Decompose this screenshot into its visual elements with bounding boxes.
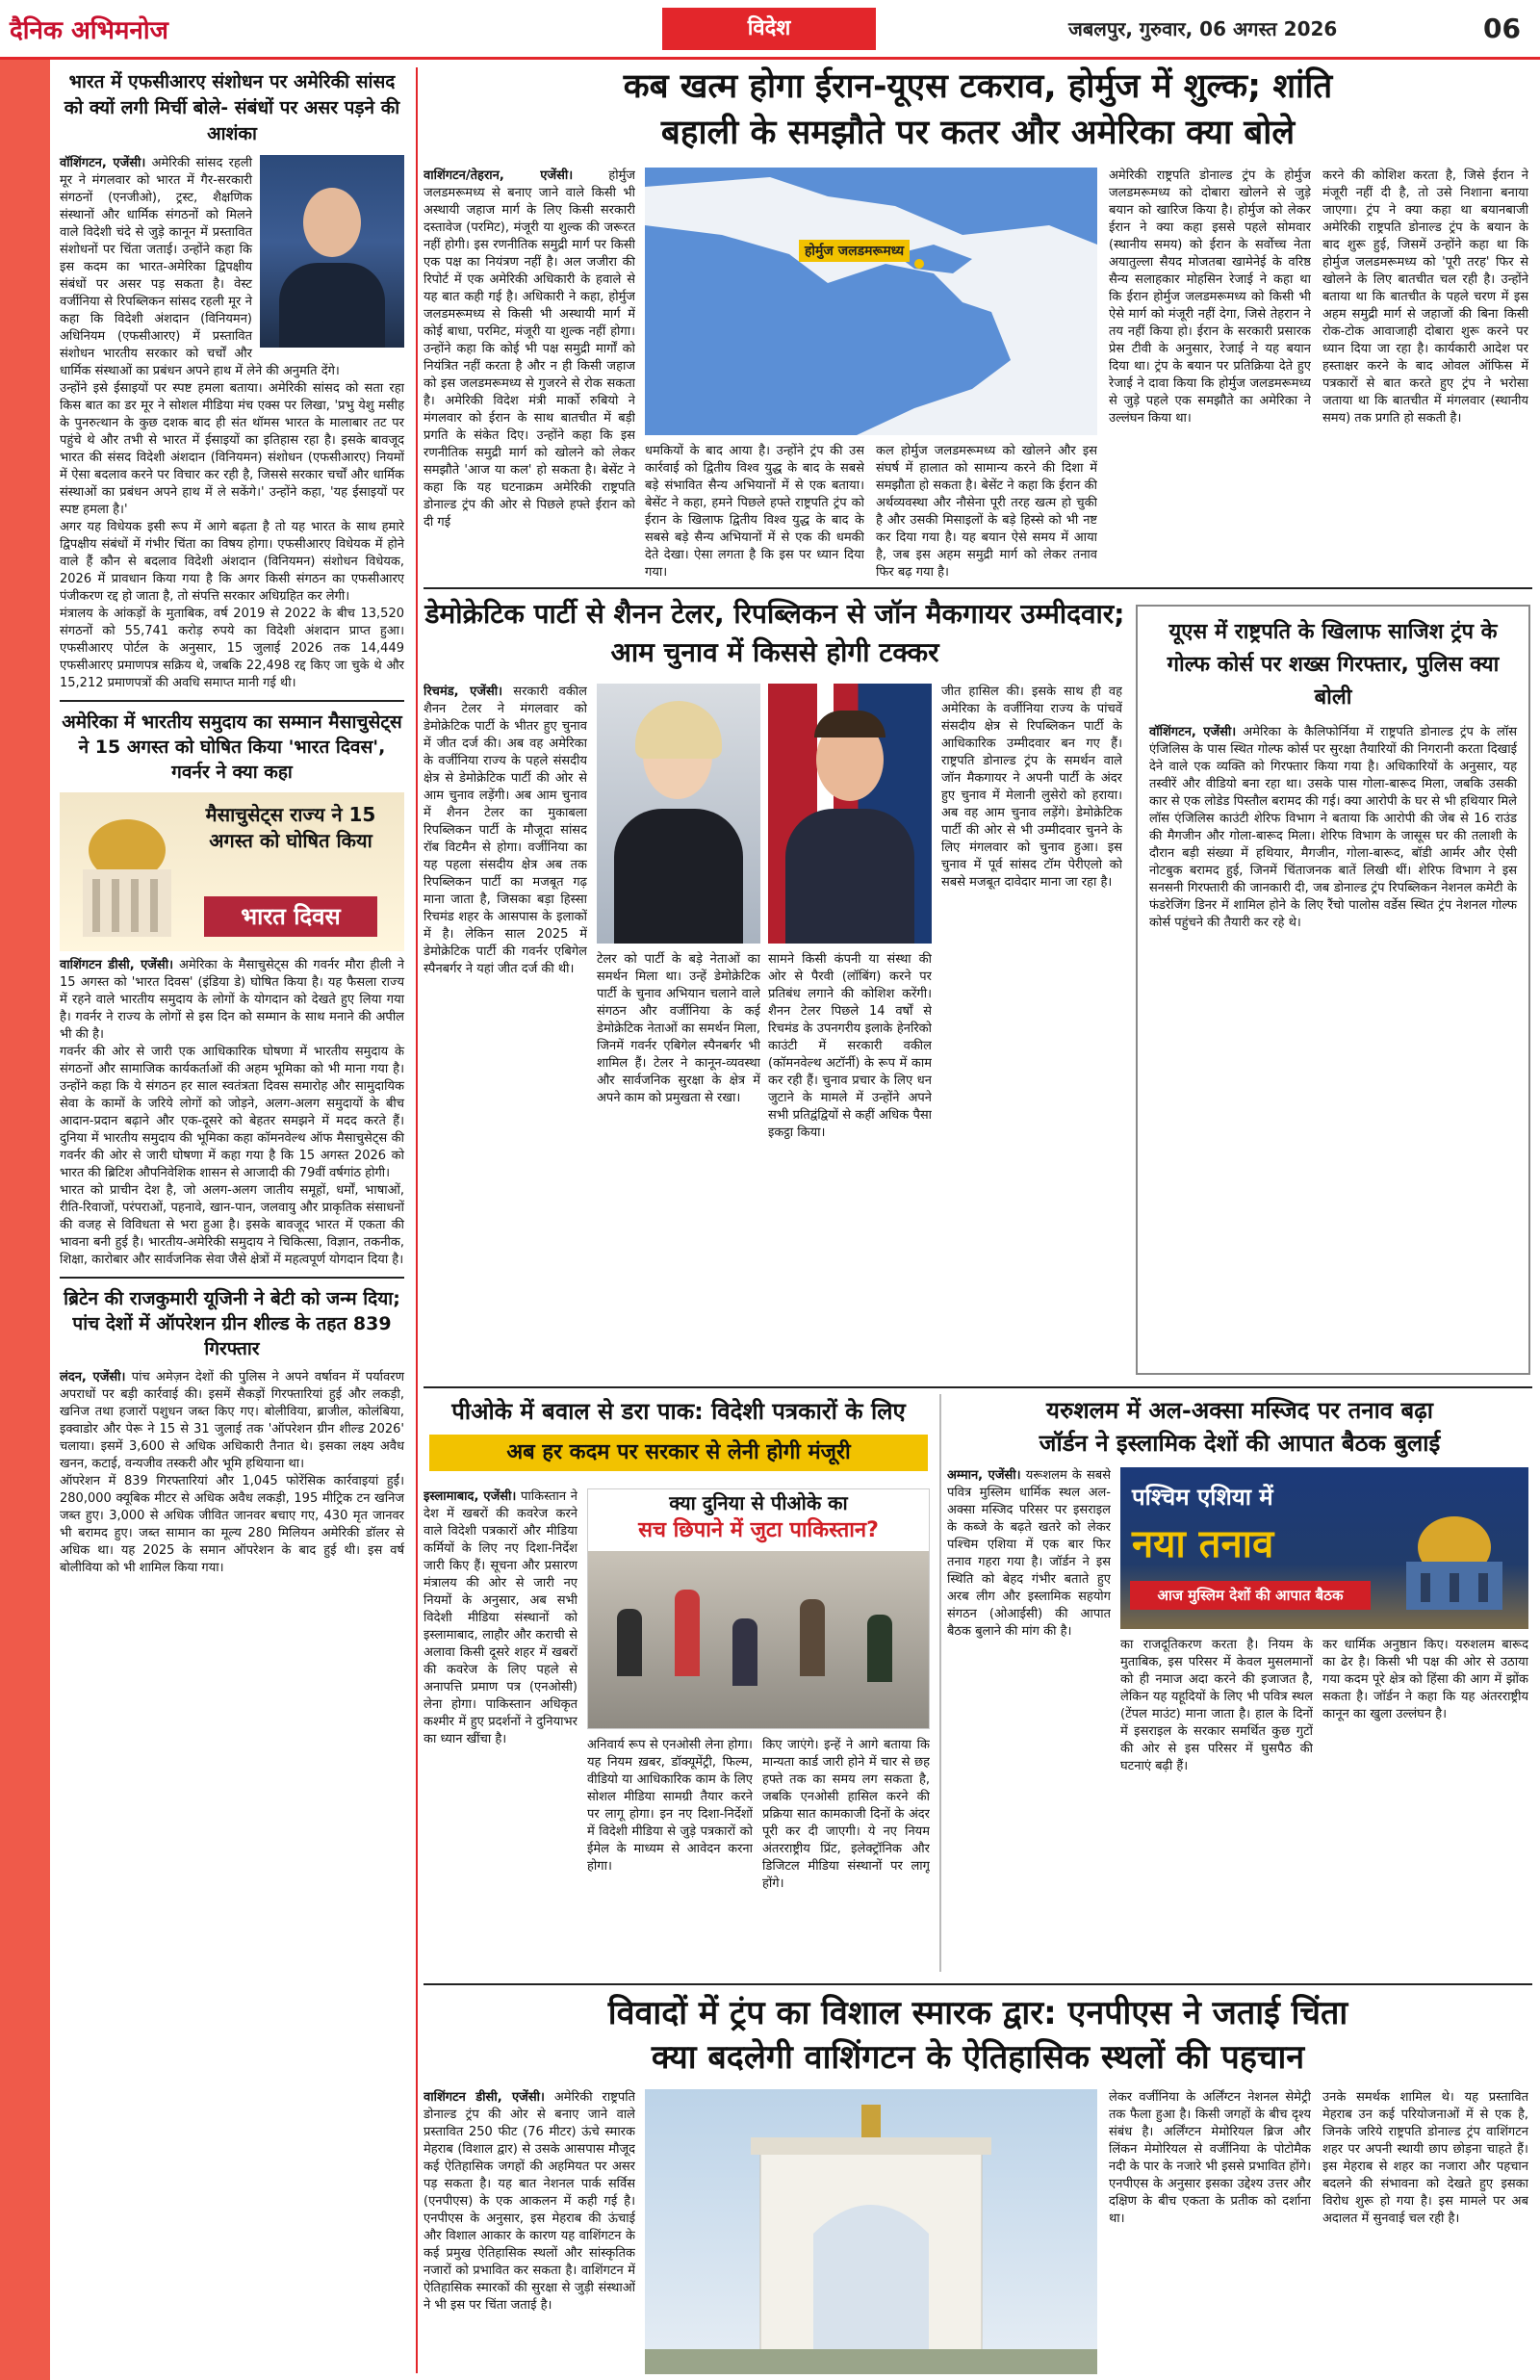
bharat-diwas-para-2: गवर्नर की ओर से जारी एक आधिकारिक घोषणा में भारतीय समुदाय के संगठनों और सामाजिक कार्यकर्ताओं की अहम भूमिका को भी माना गया है। उन्होंने कहा कि ये संगठन हर साल स्वतंत्रता दिवस समारोह और सामुदायिक सेवा के कामों के जरिये लोगों को जोड़ने, अलग-अलग समुदायों के बीच आदान-प्रदान बढ़ाने और एक-दूसरे को बेहतर समझने में मदद करते हैं। दुनिया में भारतीय समुदाय की भूमिका कहा कॉमनवेल्थ ऑफ मैसाचुसेट्स की गवर्नर की ओर से जारी घोषणा में कहा गया है कि 15 अगस्त 2026 को भारत की ब्रिटिश औपनिवेशिक शासन से आजादी की 79वीं वर्षगांठ होगी।	[60, 1045, 404, 1180]
fcra-headline: भारत में एफसीआरए संशोधन पर अमेरिकी सांसद को क्यों लगी मिर्ची बोले- संबंधों पर असर पड़ने की आशंका	[64, 71, 400, 144]
iran-col-3: कल होर्मुज जलडमरूमध्य को खोलने और इस संघर्ष में हालात को सामान्य करने की दिशा में समझौता हो सकता है। बेसेंट ने कहा कि ईरान की अर्थव्यवस्था और नौसेना पूरी तरह खत्म हो चुकी है और उसकी मिसाइलों के बड़े हिस्से को भी नष्ट कर दिया गया है। यह बयान ऐसे समय में आया है, जब इस अहम समुद्री मार्ग को लेकर तनाव फिर बढ़ गया है।	[876, 444, 1097, 580]
hormuz-map-label: होर्मुज जलडमरूमध्य	[799, 240, 910, 262]
fcra-para-4: मंत्रालय के आंकड़ों के मुताबिक, वर्ष 2019 से 2022 के बीच 13,520 संगठनों को 55,741 करोड़ रुपये का विदेशी अंशदान प्राप्त हुआ। एफसीआरए पोर्टल के अनुसार, 15 जुलाई 2026 तक 14,449 एफसीआरए प्रमाणपत्र सक्रिय थे, जबकि 22,498 रद्द किए जा चुके थे और 15,212 प्रमाणपत्रों की अवधि समाप्त मानी गई थी।	[60, 607, 404, 690]
bharat-diwas-dateline: वाशिंगटन डीसी, एजेंसी।	[60, 958, 174, 972]
statehouse-image	[60, 792, 404, 951]
iran-col-2: धमकियों के बाद आया है। उन्होंने ट्रंप की उस कार्रवाई को द्वितीय विश्व युद्ध के बाद के सबसे बड़े संभावित सैन्य अभियानों में से एक बताया। बेसेंट ने कहा, हमने पिछले हफ्ते राष्ट्रपति ट्रंप को ईरान के खिलाफ द्वितीय विश्व युद्ध के बाद के सबसे बड़े सैन्य अभियानों में से एक की धमकी देते देखा। ऐसा लगता है कि इस पर ध्यान दिया गया।	[645, 444, 864, 580]
jerusalem-headline-line-2: जॉर्डन ने इस्लामिक देशों की आपात बैठक बुलाई	[1039, 1430, 1441, 1457]
virginia-story	[424, 595, 1126, 1383]
bharat-diwas-headline: अमेरिका में भारतीय समुदाय का सम्मान मैसाचुसेट्स ने 15 अगस्त को घोषित किया 'भारत दिवस', गवर्नर ने क्या कहा	[62, 711, 402, 783]
shannon-taylor-photo	[597, 684, 760, 944]
trump-plot-text: अमेरिका के कैलिफोर्निया में राष्ट्रपति डोनाल्ड ट्रंप के लॉस एंजिलिस के पास स्थित गोल्फ कोर्स पर सुरक्षा तैयारियों की निगरानी करता दिखाई देने वाले एक व्यक्ति को गिरफ्तार किया गया है। अधिकारियों के अनुसार, यह तस्वीरें और वीडियो बना रहा था। उसके पास गोला-बारूद मिला, जबकि उसकी कार से एक लोडेड पिस्तौल बरामद की गई। क्या आरोपी के घर से भी हथियार मिले लॉस एंजिलिस काउंटी शेरिफ विभाग ने बताया कि आरोपी की जेब से 16 राउंड की मैगजीन और गोला-बारूद मिला। शेरिफ विभाग के जासूस घर की तलाशी के दौरान बड़ी संख्या में हथियार, मैगजीन, गोला-बारूद, बॉडी आर्मर और ऐसी नोटबुक बरामद हुई, जिनमें चिंताजनक बातें लिखी थीं। शेरिफ विभाग ने इस सनसनी गिरफ्तारी की जानकारी दी, जब डोनाल्ड ट्रंप रिपब्लिकन नेशनल कमेटी के फंडरेजिंग डिनर में शामिल होने के लिए रैंचो पालोस वर्डेस स्थित ट्रंप नेशनल गोल्फ कोर्स पहुंचने की तैयारी कर रहे थे।	[1149, 725, 1517, 930]
pok-dateline: इस्लामाबाद, एजेंसी।	[424, 1489, 517, 1504]
trump-plot-story	[1136, 605, 1530, 1375]
west-asia-image-line-3: आज मुस्लिम देशों की आपात बैठक	[1130, 1581, 1371, 1610]
jerusalem-dateline: अम्मान, एजेंसी।	[947, 1468, 1021, 1483]
arch-col-1: अमेरिकी राष्ट्रपति डोनाल्ड ट्रंप की ओर से बनाए जाने वाले प्रस्तावित 250 फीट (76 मीटर) ऊंचे स्मारक मेहराब (विशाल द्वार) से उसके आसपास मौजूद कई ऐतिहासिक जगहों की अहमियत पर असर पड़ सकता है। यह बात नेशनल पार्क सर्विस (एनपीएस) के एक आकलन में कही गई है। एनपीएस के अनुसार, इस मेहराब की ऊंचाई और विशाल आकार के कारण यह वाशिंगटन के कई प्रमुख ऐतिहासिक स्थलों और सांस्कृतिक नजारों को प्रभावित कर सकता है। वाशिंगटन में ऐतिहासिक स्मारकों की सुरक्षा से जुड़ी संस्थाओं ने भी इस पर चिंता जताई है।	[424, 2090, 635, 2313]
fcra-dateline: वॉशिंगटन, एजेंसी।	[60, 156, 146, 170]
jerusalem-story	[947, 1394, 1532, 1979]
iran-headline-line-1: कब खत्म होगा ईरान-यूएस टकराव, होर्मुज में शुल्क; शांति	[623, 67, 1333, 106]
hormuz-map	[645, 168, 1097, 435]
eugenie-headline: ब्रिटेन की राजकुमारी यूजिनी ने बेटी को जन्म दिया; पांच देशों में ऑपरेशन ग्रीन शील्ड के तहत 839 गिरफ्तार	[64, 1288, 400, 1359]
arch-headline-line-2: क्या बदलेगी वाशिंगटन के ऐतिहासिक स्थलों की पहचान	[651, 2038, 1305, 2077]
statehouse-caption: मैसाचुसेट्स राज्य ने 15 अगस्त को घोषित किया	[205, 803, 376, 852]
jerusalem-headline-line-1: यरुशलम में अल-अक्सा मस्जिद पर तनाव बढ़ा	[1046, 1397, 1433, 1424]
west-asia-image-line-2: नया तनाव	[1132, 1522, 1274, 1566]
iran-headline-line-2: बहाली के समझौते पर कतर और अमेरिका क्या बोले	[660, 114, 1296, 152]
west-asia-image-line-1: पश्चिम एशिया में	[1132, 1484, 1273, 1511]
column-divider	[416, 67, 418, 2373]
trump-plot-headline: यूएस में राष्ट्रपति के खिलाफ साजिश ट्रंप के गोल्फ कोर्स पर शख्स गिरफ्तार, पुलिस क्या बोली	[1167, 620, 1500, 710]
iran-us-story	[424, 64, 1532, 583]
pok-image-question: क्या दुनिया से पीओके का	[669, 1491, 848, 1514]
fcra-para-3: अगर यह विधेयक इसी रूप में आगे बढ़ता है तो यह भारत के साथ हमारे द्विपक्षीय संबंधों में गंभीर चिंता का विषय होगा। एफसीआरए विधेयक में होने वाले हैं कौन से बदलाव विदेशी अंशदान (विनियमन) संशोधन विधेयक, 2026 में प्रावधान किया गया है कि अगर किसी संगठन का एफसीआरए पंजीकरण रद्द हो जाता है, तो संपत्ति सरकार अधिग्रहित कर लेगी।	[60, 520, 404, 604]
section-tab: विदेश	[662, 8, 876, 50]
eugenie-dateline: लंदन, एजेंसी।	[60, 1370, 126, 1384]
arch-dateline: वाशिंगटन डीसी, एजेंसी।	[424, 2090, 545, 2105]
left-column	[50, 60, 414, 2380]
pok-image-title: सच छिपाने में जुटा पाकिस्तान?	[638, 1518, 879, 1542]
bharat-diwas-tag: भारत दिवस	[204, 896, 377, 937]
page-number: 06	[1483, 13, 1521, 44]
virginia-col-2: टेलर को पार्टी के बड़े नेताओं का समर्थन मिला था। उन्हें डेमोक्रेटिक पार्टी के चुनाव अभियान चलाने वाले संगठन और वर्जीनिया के कई डेमोक्रेटिक नेताओं का समर्थन मिला, जिनमें गवर्नर एबिगेल स्पैनबर्गर भी शामिल हैं। टेलर ने कानून-व्यवस्था और सार्वजनिक सुरक्षा के क्षेत्र में अपने काम को प्रमुखता से रखा।	[597, 952, 760, 1105]
dome-of-rock-icon	[1382, 1504, 1527, 1619]
masthead	[0, 0, 1540, 60]
jerusalem-col-3: कर धार्मिक अनुष्ठान किए। यरुशलम बारूद का ढेर है। किसी भी पक्ष की ओर से उठाया गया कदम पूरे क्षेत्र को हिंसा की आग में झोंक सकता है। जॉर्डन ने कहा कि यह अंतरराष्ट्रीय कानून का खुला उल्लंघन है।	[1322, 1638, 1528, 1721]
left-margin-strip	[0, 60, 50, 2380]
arch-image	[645, 2089, 1097, 2374]
arch-headline-line-1: विवादों में ट्रंप का विशाल स्मारक द्वार: एनपीएस ने जताई चिंता	[607, 1994, 1348, 2032]
eugenie-para-1: पांच अमेज़न देशों की पुलिस ने अपने वर्षावन में पर्यावरण अपराधों पर बड़ी कार्रवाई की। इसमें सैकड़ों गिरफ्तारियां हुई और लकड़ी, खनिज तथा हजारों पशुधन जब्त किए गए। बोलीविया, ब्राजील, कोलंबिया, इक्वाडोर और पेरू ने 15 से 31 जुलाई तक 'ऑपरेशन ग्रीन शील्ड 2026' चलाया। इसमें 3,600 से अधिक अधिकारी तैनात थे। इसका लक्ष्य अवैध खनन, कटाई, वन्यजीव तस्करी और भूमि हथियाना था।	[60, 1370, 404, 1471]
virginia-col-3: सामने किसी कंपनी या संस्था की ओर से पैरवी (लॉबिंग) करने पर प्रतिबंध लगाने की कोशिश करेंगी। शैनन टेलर पिछले 14 वर्षों से रिचमंड के उपनगरीय इलाके हेनरिको काउंटी में सरकारी वकील (कॉमनवेल्थ अटॉर्नी) के रूप में काम कर रही हैं। चुनाव प्रचार के लिए धन जुटाने के मामले में उन्होंने अपने सभी प्रतिद्वंद्वियों से कहीं अधिक पैसा इकट्ठा किया।	[768, 952, 932, 1140]
trump-plot-dateline: वॉशिंगटन, एजेंसी।	[1149, 725, 1237, 739]
lawmaker-photo	[260, 155, 404, 348]
pok-col-1: पाकिस्तान ने देश में खबरों की कवरेज करने वाले विदेशी पत्रकारों और मीडिया कर्मियों के लिए नए दिशा-निर्देश जारी किए हैं। सूचना और प्रसारण मंत्रालय की ओर से जारी नए नियमों के अनुसार, अब सभी विदेशी मीडिया संस्थानों को इस्लामाबाद, लाहौर और कराची से अलावा किसी दूसरे शहर में खबरों की कवरेज के लिए पहले से अनापत्ति प्रमाण पत्र (एनओसी) लेना होगा। पाकिस्तान अधिकृत कश्मीर में हुए प्रदर्शनों ने दुनियाभर का ध्यान खींचा है।	[424, 1489, 578, 1746]
iran-dateline: वाशिंगटन/तेहरान, एजेंसी।	[424, 168, 574, 183]
pok-col-2: अनिवार्य रूप से एनओसी लेना होगा। यह नियम ख़बर, डॉक्यूमेंट्री, फिल्म, वीडियो या आधिकारिक काम के लिए सोशल मीडिया सामग्री तैयार करने पर लागू होगा। इन नए दिशा-निर्देशों में विदेशी मीडिया से जुड़े पत्रकारों को ईमेल के माध्यम से आवेदन करना होगा।	[587, 1738, 753, 1874]
virginia-headline: डेमोक्रेटिक पार्टी से शैनन टेलर, रिपब्लिकन से जॉन मैकगायर उम्मीदवार; आम चुनाव में किससे होगी टक्कर	[424, 598, 1125, 668]
virginia-col-1: सरकारी वकील शैनन टेलर ने मंगलवार को डेमोक्रेटिक पार्टी के भीतर हुए चुनाव में जीत दर्ज की। अब वह अमेरिका के वर्जीनिया राज्य के पहले संसदीय क्षेत्र से डेमोक्रेटिक पार्टी की ओर से आम चुनाव लड़ेंगी। अब आम चुनाव में शैनन टेलर का मुकाबला रिपब्लिकन पार्टी के मौजूदा सांसद रॉब विटमैन से होगा। वर्जीनिया का यह पहला संसदीय क्षेत्र अब तक रिपब्लिकन पार्टी का मजबूत गढ़ माना जाता है, जिसका बड़ा हिस्सा रिचमंड शहर के आसपास के इलाकों में है। लेकिन साल 2025 में डेमोक्रेटिक पार्टी की गवर्नर एबिगेल स्पैनबर्गर ने यहां जीत दर्ज की थी।	[424, 685, 587, 976]
dateline: जबलपुर, गुरुवार, 06 अगस्त 2026	[1068, 17, 1338, 40]
pok-banner: अब हर कदम पर सरकार से लेनी होगी मंजूरी	[429, 1435, 928, 1471]
fcra-para-2: उन्होंने इसे ईसाइयों पर स्पष्ट हमला बताया। अमेरिकी सांसद को सता रहा किस बात का डर मूर ने सोशल मीडिया मंच एक्स पर लिखा, 'प्रभु येशु मसीह के पुनरुत्थान के कुछ दशक बाद ही संत थॉमस भारत के मालाबार तट पर पहुंचे थे और तभी से भारत में ईसाइयों का इतिहास रहा है। इसके बावजूद भारत की संसद विदेशी अंशदान (विनियमन) संशोधन (एफसीआरए) नियमों में ऐसा बदलाव करने पर विचार कर रही है, जिससे सरकार चर्चों और धार्मिक संस्थाओं का प्रबंधन अपने हाथ में ले सकेंगे।' उन्होंने कहा, 'यह ईसाइयों पर स्पष्ट हमला है।'	[60, 381, 404, 517]
iran-col-1: होर्मुज जलडमरूमध्य से बनाए जाने वाले किसी भी अस्थायी जहाज मार्ग के लिए किसी सरकारी दस्तावेज (परमिट), मंजूरी या शुल्क की जरूरत नहीं होगी। इस रणनीतिक समुद्री मार्ग पर किसी एक पक्ष का नियंत्रण नहीं है। अल जजीरा की रिपोर्ट में एक अमेरिकी अधिकारी के हवाले से यह बात कही गई है। अधिकारी ने कहा, होर्मुज जलडमरूमध्य से किसी भी अस्थायी मार्ग में कोई बाधा, परमिट, मंजूरी या शुल्क नहीं होगा। उन्होंने कहा कि कोई भी पक्ष समुद्री मार्गों को नियंत्रित नहीं करता है और न ही किसी जहाज को इस जलडमरूमध्य से गुजरने से रोक सकता है। अमेरिकी विदेश मंत्री मार्को रुबियो ने मंगलवार को ईरान के साथ बातचीत में बड़ी प्रगति के संकेत दिए। उन्होंने कहा कि इस रणनीतिक समुद्री मार्ग को खोलने को लेकर समझौते 'आज या कल' हो सकता है। बेसेंट ने कहा कि यह घटनाक्रम अमेरिकी राष्ट्रपति डोनाल्ड ट्रंप की ओर से पिछले हफ्ते ईरान को दी गई	[424, 168, 635, 530]
newspaper-logo: दैनिक अभिमनोज	[10, 16, 168, 45]
virginia-col-4: जीत हासिल की। इसके साथ ही वह अमेरिका के वर्जीनिया राज्य के पांचवें संसदीय क्षेत्र से रिपब्लिकन पार्टी के आधिकारिक उम्मीदवार बन गए हैं। राष्ट्रपति डोनाल्ड ट्रंप के समर्थन वाले जॉन मैकगायर ने अपनी पार्टी के अंदर हुए चुनाव में मेलानी लुसेरो को हराया। अब वह आम चुनाव लड़ेंगे। डेमोक्रेटिक पार्टी की ओर से भी उम्मीदवार चुनने के लिए मंगलवार को चुनाव हुआ। इस चुनाव में पूर्व सांसद टॉम पेरीएलो को सबसे मजबूत दावेदार माना जा रहा है।	[941, 685, 1122, 890]
virginia-dateline: रिचमंड, एजेंसी।	[424, 685, 503, 699]
bharat-diwas-para-1: अमेरिका के मैसाचुसेट्स की गवर्नर मौरा हीली ने 15 अगस्त को 'भारत दिवस' (इंडिया डे) घोषित किया है। यह फैसला राज्य में रहने वाले भारतीय समुदाय के लोगों के योगदान को देखते हुए लिया गया है। गवर्नर ने राज्य के लोगों से इस दिन को सम्मान के साथ मनाने की अपील भी की है।	[60, 958, 404, 1042]
arch-col-2: लेकर वर्जीनिया के अर्लिंग्टन नेशनल सेमेट्री तक फैला हुआ है। किसी जगहों के बीच दृश्य संबंध है। अर्लिंग्टन मेमोरियल ब्रिज और लिंकन मेमोरियल से वर्जीनिया के पोटोमैक नदी के पार के नजारे भी इससे प्रभावित होंगे। एनपीएस के अनुसार इसका उद्देश्य उत्तर और दक्षिण के बीच एकता के प्रतीक को दर्शाना था।	[1109, 2090, 1311, 2226]
pok-story	[424, 1394, 934, 1979]
jerusalem-col-2: का राजदूतिकरण करता है। नियम के मुताबिक, इस परिसर में केवल मुसलमानों को ही नमाज अदा करने की इजाजत है, लेकिन यह यहूदियों के लिए भी पवित्र स्थल (टेंपल माउंट) माना जाता है। हाल के दिनों में इसराइल के सरकार समर्थित कुछ गुटों की ओर से इस परिसर में घुसपैठ की घटनाएं बढ़ी हैं।	[1120, 1638, 1313, 1773]
iran-col-4: अमेरिकी राष्ट्रपति डोनाल्ड ट्रंप के होर्मुज जलडमरूमध्य को दोबारा खोलने से जुड़े बयान को खारिज किया है। होर्मुज को लेकर ईरान ने क्या कहा इससे पहले सोमवार (स्थानीय समय) को ईरान के सर्वोच्च नेता अयातुल्ला सैयद मोजतबा खामेनेई के वरिष्ठ सैन्य सलाहकार मोहसिन रेजाई ने कहा था कि ईरान होर्मुज जलडमरूमध्य को किसी भी ऐसे मार्ग को मंजूरी नहीं देगा, जिसे तेहरान ने तय नहीं किया हो। ईरान के सरकारी प्रसारक प्रेस टीवी के अनुसार, रेजाई ने यह बयान दिया था। ट्रंप के बयान पर प्रतिक्रिया देते हुए रेजाई ने दावा किया कि होर्मुज जलडमरूमध्य से जुड़े पहले एक समझौते का अमेरिका ने उल्लंघन किया था।	[1109, 168, 1311, 426]
arch-col-3: उनके समर्थक शामिल थे। यह प्रस्तावित मेहराब उन कई परियोजनाओं में से एक है, जिनके जरिये राष्ट्रपति डोनाल्ड ट्रंप वाशिंगटन शहर पर अपनी स्थायी छाप छोड़ना चाहते हैं। इस मेहराब से शहर का नजारा और पहचान बदलने की संभावना को देखते हुए इसका विरोध शुरू हो गया है। इस मामले पर अब अदालत में सुनवाई चल रही है।	[1322, 2090, 1528, 2226]
john-mcguire-photo	[768, 684, 932, 944]
iran-col-5: करने की कोशिश करता है, जिसे ईरान ने मंजूरी नहीं दी है, तो उसे निशाना बनाया जाएगा। ट्रंप ने क्या कहा था बयानबाजी अमेरिकी राष्ट्रपति डोनाल्ड ट्रंप के बयान के बाद शुरू हुई, जिसमें उन्होंने कहा था कि होर्मुज जलडमरूमध्य को 'पूरी तरह' फिर से खोलने के लिए बातचीत चल रही है। उन्होंने बताया था कि बातचीत के पहले चरण में इस अहम समुद्री मार्ग से जहाजों की बिना किसी रोक-टोक आवाजाही दोबारा शुरू करने पर ध्यान दिया जा रहा है। कार्यकारी आदेश पर हस्ताक्षर करने के बाद ओवल ऑफिस में पत्रकारों से बात करते हुए ट्रंप ने भरोसा जताया था कि बातचीत में मंगलवार (स्थानीय समय) तक प्रगति हो सकती है।	[1322, 168, 1528, 426]
eugenie-para-2: ऑपरेशन में 839 गिरफ्तारियां और 1,045 फोरेंसिक कार्रवाइयां हुईं। 280,000 क्यूबिक मीटर से अधिक अवैध लकड़ी, 195 मीट्रिक टन खनिज जब्त हुए। 3,000 से अधिक जीवित जानवर बचाए गए, 430 मृत जानवर भी बरामद हुए। जब्त सामान का मूल्य 280 मिलियन अमेरिकी डॉलर से अधिक था। यह 2025 के समान ऑपरेशन के बाद हुई थी। इस वर्ष बोलीविया को भी शामिल किया गया।	[60, 1474, 404, 1575]
bharat-diwas-para-3: भारत को प्राचीन देश है, जो अलग-अलग जातीय समूहों, धर्मों, भाषाओं, रीति-रिवाजों, परंपराओं, पहनावे, खान-पान, जलवायु और प्राकृतिक संसाधनों की वजह से विविधता से भरा हुआ है। इसके बावजूद भारत में एकता की भावना बनी हुई है। भारतीय-अमेरिकी समुदाय ने चिकित्सा, विज्ञान, तकनीक, शिक्षा, कारोबार और सार्वजनिक सेवा जैसे क्षेत्रों में महत्वपूर्ण योगदान दिया है।	[60, 1183, 404, 1267]
west-asia-image	[1120, 1467, 1528, 1629]
pok-image	[587, 1488, 930, 1729]
pok-headline: पीओके में बवाल से डरा पाक: विदेशी पत्रकारों के लिए	[451, 1398, 906, 1425]
memorial-arch-icon	[645, 2089, 1097, 2374]
pok-col-3: किए जाएंगे। इन्हें ने आगे बताया कि मान्यता कार्ड जारी होने में चार से छह हफ्ते तक का समय लग सकता है, जबकि एनओसी हासिल करने की प्रक्रिया सात कामकाजी दिनों के अंदर पूरी कर दी जाएगी। ये नए नियम अंतरराष्ट्रीय प्रिंट, इलेक्ट्रॉनिक और डिजिटल मीडिया संस्थानों पर लागू होंगे।	[762, 1738, 930, 1891]
fcra-para-1: अमेरिकी सांसद रहली मूर ने मंगलवार को भारत में गैर-सरकारी संगठनों (एनजीओ), ट्रस्ट, शैक्षणिक संस्थानों और धार्मिक संगठनों को मिलने वाले विदेशी चंदे से जुड़े कानून में प्रस्तावित संशोधनों पर चिंता जताई। उन्होंने कहा कि इस कदम का भारत-अमेरिका द्विपक्षीय संबंधों पर असर पड़ सकता है। वेस्ट वर्जीनिया से रिपब्लिकन सांसद रहली मूर ने कहा कि विदेशी अंशदान (विनियमन) अधिनियम (एफसीआरए) में प्रस्तावित संशोधन भारतीय सरकार को चर्चों और धार्मिक संस्थाओं का प्रबंधन अपने हाथ में लेने की अनुमति देंगे।	[60, 156, 340, 378]
jerusalem-col-1: यरूशलम के सबसे पवित्र मुस्लिम धार्मिक स्थल अल-अक्सा मस्जिद परिसर पर इसराइल के कब्जे के बढ़ते खतरे को लेकर पश्चिम एशिया में एक बार फिर तनाव गहरा गया है। जॉर्डन ने इस स्थिति को बेहद गंभीर बताते हुए अरब लीग और इस्लामिक सहयोग संगठन (ओआईसी) की आपात बैठक बुलाने की मांग की है।	[947, 1468, 1111, 1639]
arch-story	[424, 1991, 1532, 2376]
